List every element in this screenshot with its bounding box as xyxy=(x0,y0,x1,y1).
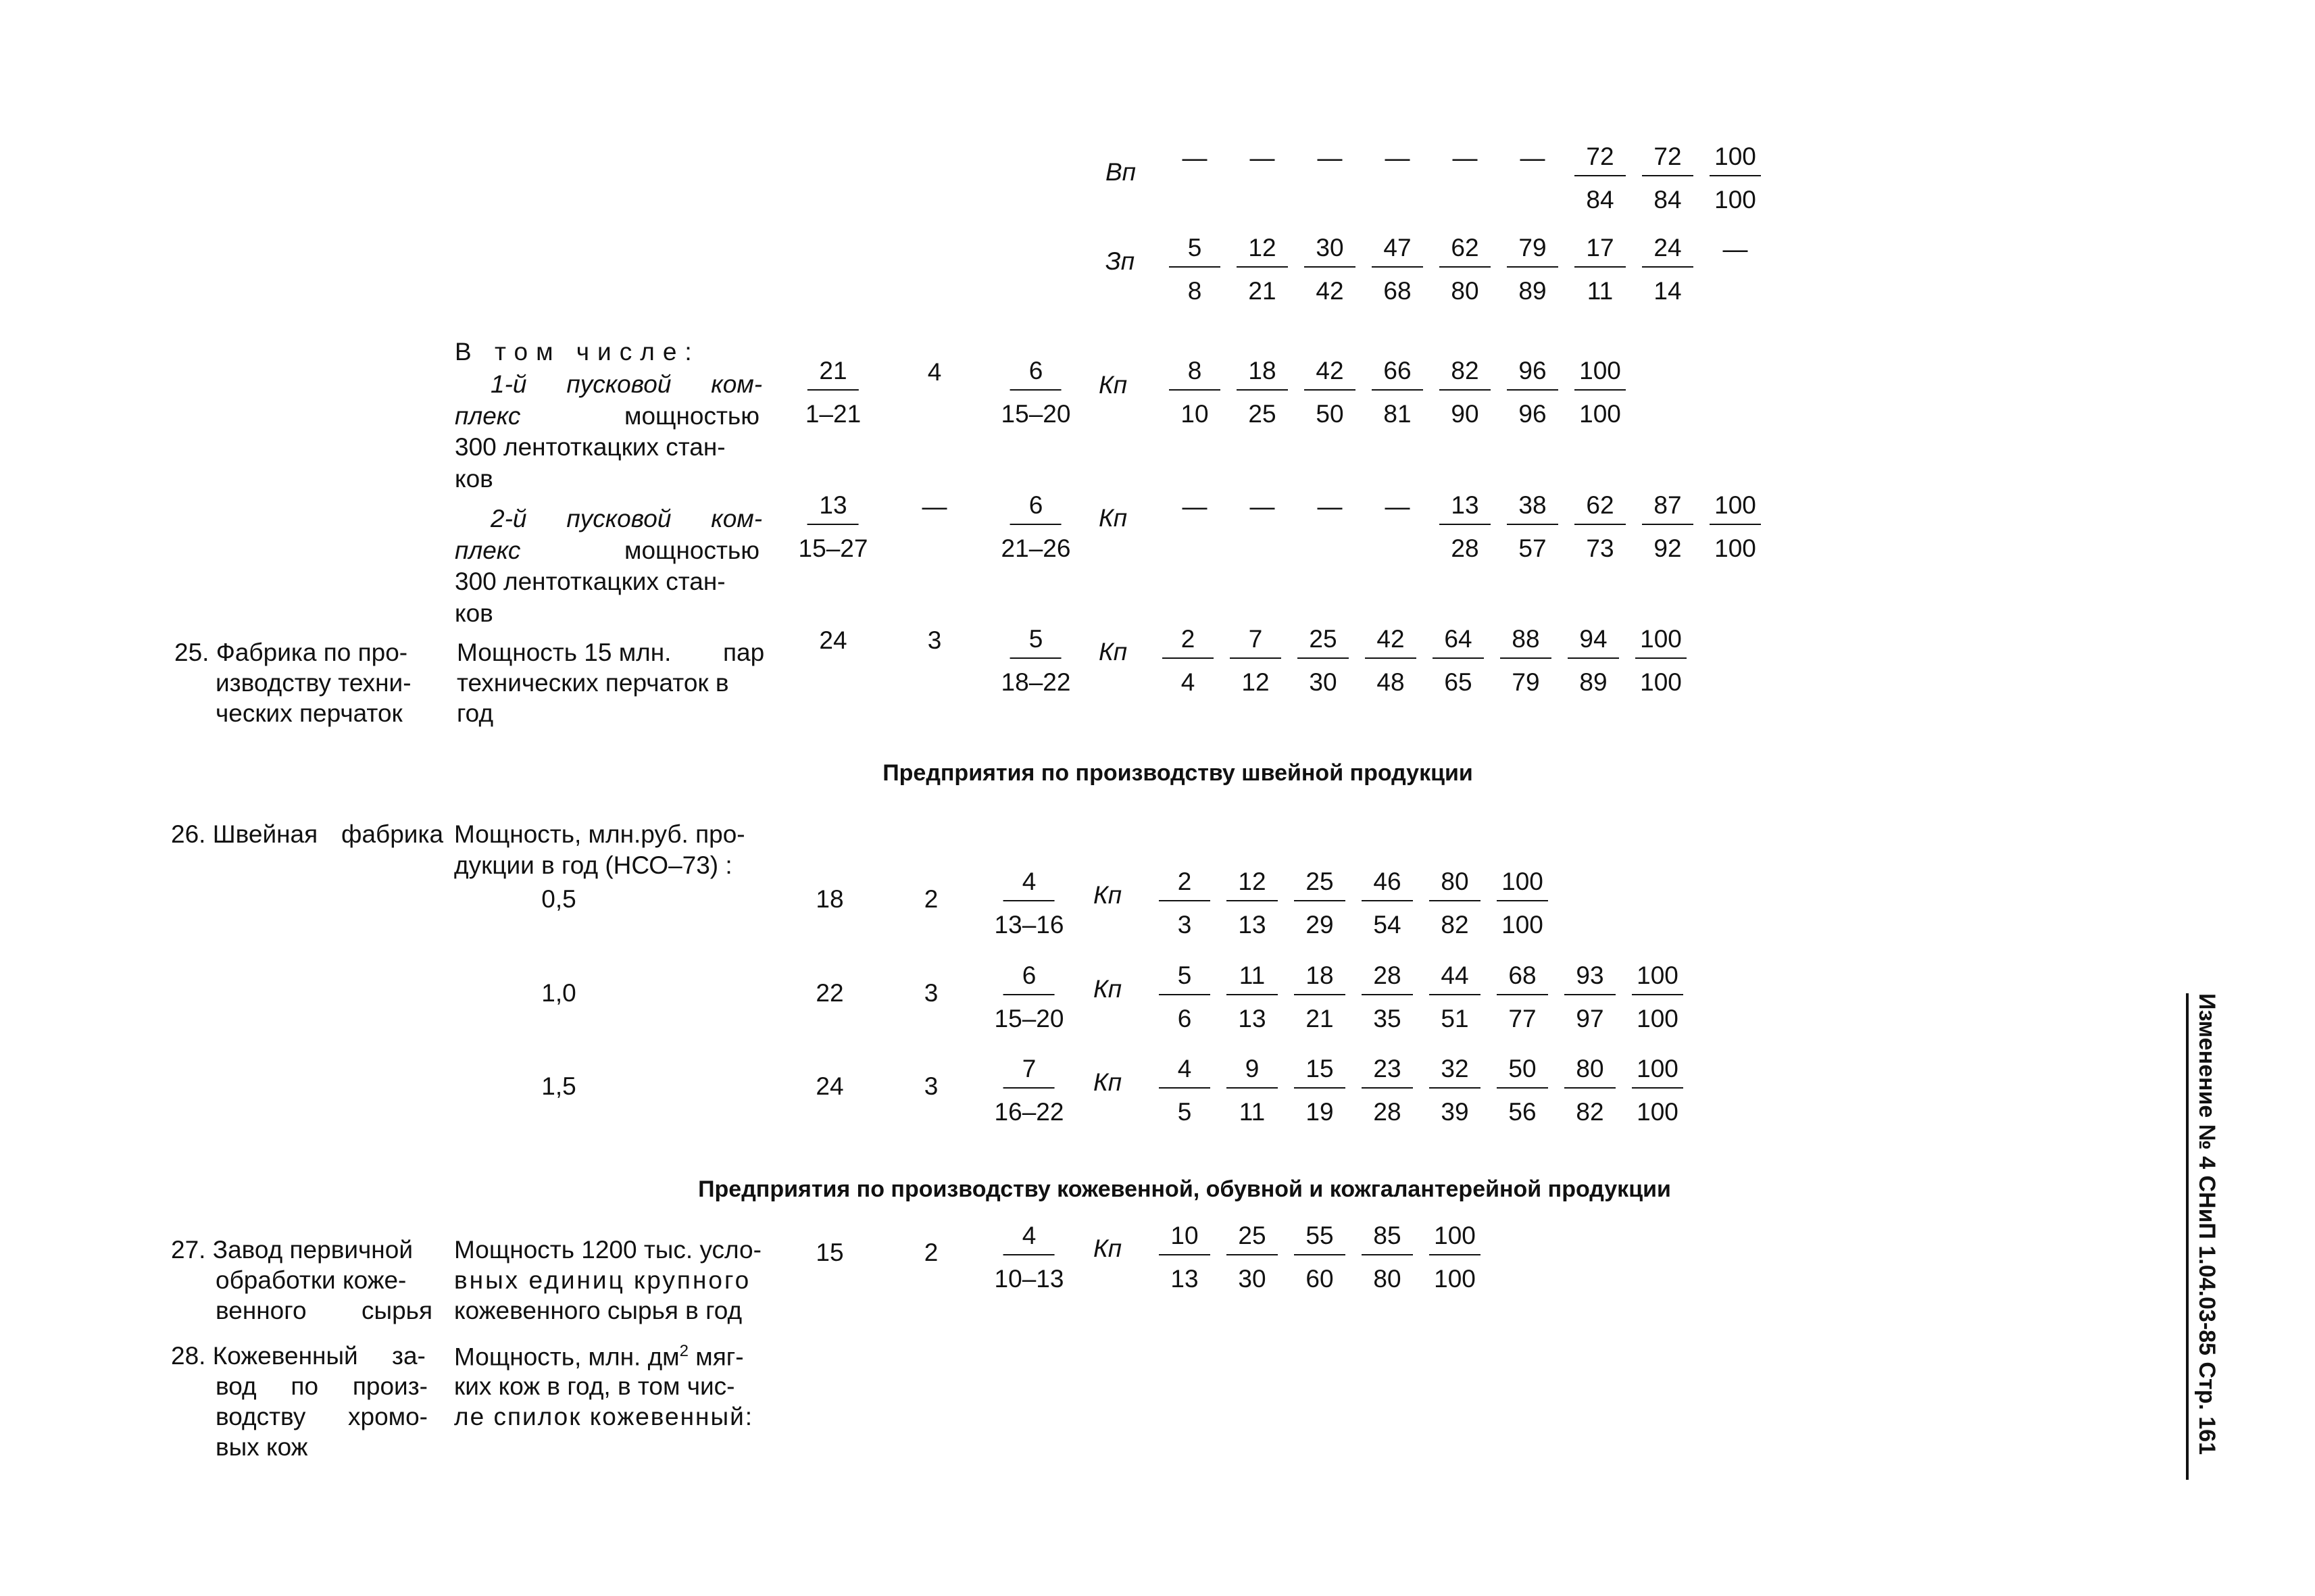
r27-kp-4 xyxy=(1429,1223,1480,1291)
r28-desc-l1b: мяг- xyxy=(695,1343,744,1371)
bp-value-2: — xyxy=(1317,144,1343,172)
r26-kp-2-3-denominator: 28 xyxy=(1373,1098,1401,1126)
r26-kp-0-1-denominator: 13 xyxy=(1238,911,1266,939)
zp-value-6-numerator: 17 xyxy=(1574,235,1626,268)
r26-duration-0: 18 xyxy=(816,885,844,913)
complex2-start-month xyxy=(1001,493,1071,561)
r26-kp-0-4 xyxy=(1429,869,1480,937)
complex2-line1 xyxy=(491,506,762,531)
r26-kp-0-5-denominator: 100 xyxy=(1501,911,1543,939)
r26-kp-1-6-denominator: 97 xyxy=(1576,1005,1604,1032)
r25-kp-4-denominator: 65 xyxy=(1444,668,1472,696)
r27-start-month-numerator: 4 xyxy=(1003,1223,1055,1255)
complex2-line2b: мощностью xyxy=(624,537,760,564)
r28-desc-line3: ле спилок кожевенный: xyxy=(454,1403,754,1430)
r26-kp-1-0-numerator: 5 xyxy=(1159,963,1210,995)
r26-kp-2-2 xyxy=(1294,1056,1345,1124)
complex2-duration-numerator: 13 xyxy=(807,493,859,525)
complex1-l1a: 1-й xyxy=(491,370,527,398)
r26-kp-2-1-numerator: 9 xyxy=(1226,1056,1278,1089)
r28-desc-l1a: Мощность, млн. дм xyxy=(454,1343,680,1371)
r25-kp-4-numerator: 64 xyxy=(1433,626,1484,659)
complex1-kp-5-denominator: 96 xyxy=(1518,400,1547,428)
r27-kp-4-denominator: 100 xyxy=(1434,1265,1476,1293)
zp-value-4 xyxy=(1439,235,1491,303)
r26-start-month-1 xyxy=(995,963,1064,1031)
r25-kp-7-denominator: 100 xyxy=(1640,668,1682,696)
r26-kp-2-7 xyxy=(1632,1056,1683,1124)
r26-kp-1-6-numerator: 93 xyxy=(1564,963,1616,995)
r26-kp-1-3-denominator: 35 xyxy=(1373,1005,1401,1032)
r26-kp-2-4-denominator: 39 xyxy=(1441,1098,1469,1126)
zp-value-1-numerator: 12 xyxy=(1237,235,1288,268)
zp-value-3-denominator: 68 xyxy=(1383,277,1412,305)
r26-kp-1-1-numerator: 11 xyxy=(1226,963,1278,995)
r25-kp-2 xyxy=(1297,626,1349,695)
complex2-kp-1: — xyxy=(1249,493,1275,520)
r25-kp-5-numerator: 88 xyxy=(1500,626,1551,659)
complex2-kp-6-denominator: 73 xyxy=(1586,534,1614,562)
r25-kp-7 xyxy=(1635,626,1687,695)
complex2-l1a: 2-й xyxy=(491,505,527,532)
complex1-kp-4-denominator: 90 xyxy=(1451,400,1479,428)
r26-kp-1-7-numerator: 100 xyxy=(1632,963,1683,995)
r27-start-month xyxy=(995,1223,1064,1291)
complex2-kp-5 xyxy=(1507,493,1558,561)
r27-name-line3a: венного xyxy=(216,1297,307,1324)
r25-start-month-numerator: 5 xyxy=(1010,626,1062,659)
complex1-line4: ков xyxy=(455,465,493,493)
r27-duration: 15 xyxy=(816,1239,844,1266)
symbol-kp-c2: Кп xyxy=(1099,504,1128,532)
r28-desc-line2: ких кож в год, в том чис- xyxy=(454,1372,735,1400)
zp-value-0 xyxy=(1169,235,1220,303)
complex2-line2a: плекс xyxy=(455,537,521,564)
r25-kp-3-numerator: 42 xyxy=(1365,626,1416,659)
zp-value-3 xyxy=(1372,235,1423,303)
r26-kp-2-6 xyxy=(1564,1056,1616,1124)
r27-start-month-denominator: 10–13 xyxy=(994,1265,1064,1293)
complex2-kp-4 xyxy=(1439,493,1491,561)
complex1-kp-6 xyxy=(1574,358,1626,426)
complex2-line4: ков xyxy=(455,599,493,627)
r26-kp-1-4-numerator: 44 xyxy=(1429,963,1480,995)
r27-kp-1 xyxy=(1226,1223,1278,1291)
complex1-kp-2-denominator: 50 xyxy=(1316,400,1344,428)
r26-prep-period-2: 3 xyxy=(924,1072,939,1100)
complex1-kp-1-denominator: 25 xyxy=(1248,400,1276,428)
bp-value-8-denominator: 100 xyxy=(1714,186,1756,214)
r28-name-line4: вых кож xyxy=(216,1433,308,1461)
zp-value-5 xyxy=(1507,235,1558,303)
r26-kp-1-5-denominator: 77 xyxy=(1508,1005,1537,1032)
r26-kp-2-5 xyxy=(1497,1056,1548,1124)
r26-capacity-0: 0,5 xyxy=(541,885,576,913)
complex2-prep-period: — xyxy=(922,493,947,520)
r26-kp-2-0-denominator: 5 xyxy=(1177,1098,1192,1126)
r25-desc-line1a: Мощность 15 млн. xyxy=(457,639,672,666)
r25-desc-line1b: пар xyxy=(723,639,765,666)
r26-name-a: 26. Швейная xyxy=(171,820,318,848)
r28-name-line2: вод по произ- xyxy=(216,1372,428,1400)
r25-start-month xyxy=(1001,626,1071,695)
r26-kp-1-2-denominator: 21 xyxy=(1305,1005,1334,1032)
bp-value-6-denominator: 84 xyxy=(1586,186,1614,214)
section-heading-leather: Предприятия по производству кожевенной, обувной и кожгалантерейной продукции xyxy=(698,1176,1671,1202)
bp-value-7-denominator: 84 xyxy=(1653,186,1682,214)
r26-kp-0-5-numerator: 100 xyxy=(1497,869,1548,901)
bp-value-6 xyxy=(1574,144,1626,212)
r26-kp-2-4-numerator: 32 xyxy=(1429,1056,1480,1089)
complex1-kp-4 xyxy=(1439,358,1491,426)
r26-kp-0-1-numerator: 12 xyxy=(1226,869,1278,901)
r26-desc-line2: дукции в год (НСО–73) : xyxy=(454,851,732,879)
r26-capacity-2: 1,5 xyxy=(541,1072,576,1100)
complex2-kp-0: — xyxy=(1182,493,1208,520)
r27-kp-3 xyxy=(1362,1223,1413,1291)
complex2-line3: 300 лентоткацких стан- xyxy=(455,568,726,595)
r26-kp-0-2-numerator: 25 xyxy=(1294,869,1345,901)
r26-kp-2-3 xyxy=(1362,1056,1413,1124)
r26-start-month-2-numerator: 7 xyxy=(1003,1056,1055,1089)
r27-desc-line2: вных единиц крупного xyxy=(454,1266,751,1294)
r26-name-b: фабрика xyxy=(341,820,444,848)
r25-name-line3: ческих перчаток xyxy=(216,699,403,727)
r27-kp-3-numerator: 85 xyxy=(1362,1223,1413,1255)
r26-kp-0-3-denominator: 54 xyxy=(1373,911,1401,939)
bp-value-7 xyxy=(1642,144,1693,212)
r26-kp-2-2-denominator: 19 xyxy=(1305,1098,1334,1126)
symbol-kp-r26-1: Кп xyxy=(1093,975,1122,1003)
complex2-kp-5-denominator: 57 xyxy=(1518,534,1547,562)
bp-value-4: — xyxy=(1452,144,1478,172)
complex1-l1c: ком- xyxy=(711,370,763,398)
r25-prep-period: 3 xyxy=(927,626,942,654)
r26-start-month-2-denominator: 16–22 xyxy=(994,1098,1064,1126)
complex2-kp-7 xyxy=(1642,493,1693,561)
r26-start-month-0-denominator: 13–16 xyxy=(994,911,1064,939)
complex1-kp-0-numerator: 8 xyxy=(1169,358,1220,391)
r27-kp-4-numerator: 100 xyxy=(1429,1223,1480,1255)
zp-value-0-numerator: 5 xyxy=(1169,235,1220,268)
complex1-start-month-numerator: 6 xyxy=(1010,358,1062,391)
r26-prep-period-0: 2 xyxy=(924,885,939,913)
zp-value-4-denominator: 80 xyxy=(1451,277,1479,305)
r25-kp-0-numerator: 2 xyxy=(1162,626,1214,659)
bp-value-7-numerator: 72 xyxy=(1642,144,1693,176)
r26-start-month-0 xyxy=(995,869,1064,937)
r26-kp-1-0 xyxy=(1159,963,1210,1031)
zp-value-7 xyxy=(1642,235,1693,303)
complex1-kp-5-numerator: 96 xyxy=(1507,358,1558,391)
zp-value-2 xyxy=(1304,235,1355,303)
symbol-kp-r26-0: Кп xyxy=(1093,881,1122,909)
sub-heading: В том числе: xyxy=(455,338,700,366)
r25-kp-5-denominator: 79 xyxy=(1512,668,1540,696)
complex1-kp-2 xyxy=(1304,358,1355,426)
r26-start-month-1-denominator: 15–20 xyxy=(994,1005,1064,1032)
r28-name-line1b: за- xyxy=(392,1342,426,1370)
r26-start-month-1-numerator: 6 xyxy=(1003,963,1055,995)
r25-desc-line3: год xyxy=(457,699,494,727)
r26-kp-2-5-denominator: 56 xyxy=(1508,1098,1537,1126)
r28-name-line1a: 28. Кожевенный xyxy=(171,1342,358,1370)
r27-kp-2-numerator: 55 xyxy=(1294,1223,1345,1255)
complex1-start-month xyxy=(1001,358,1071,426)
r26-kp-0-4-denominator: 82 xyxy=(1441,911,1469,939)
r25-kp-0-denominator: 4 xyxy=(1180,668,1195,696)
complex2-start-month-denominator: 21–26 xyxy=(1001,534,1071,562)
complex1-kp-3 xyxy=(1372,358,1423,426)
r26-kp-2-0-numerator: 4 xyxy=(1159,1056,1210,1089)
complex1-l1b: пусковой xyxy=(566,370,672,398)
zp-value-7-numerator: 24 xyxy=(1642,235,1693,268)
r26-kp-1-1 xyxy=(1226,963,1278,1031)
zp-value-6 xyxy=(1574,235,1626,303)
r25-name-line2: изводству техни- xyxy=(216,669,412,697)
r25-kp-6-numerator: 94 xyxy=(1568,626,1619,659)
r25-name-line1: 25. Фабрика по про- xyxy=(174,639,408,666)
complex1-kp-5 xyxy=(1507,358,1558,426)
r25-duration: 24 xyxy=(819,626,847,654)
r25-start-month-denominator: 18–22 xyxy=(1001,668,1071,696)
zp-value-5-denominator: 89 xyxy=(1518,277,1547,305)
r28-desc-line1 xyxy=(454,1343,744,1369)
complex2-kp-4-numerator: 13 xyxy=(1439,493,1491,525)
r26-kp-2-4 xyxy=(1429,1056,1480,1124)
r25-kp-2-denominator: 30 xyxy=(1309,668,1337,696)
r26-kp-1-4-denominator: 51 xyxy=(1441,1005,1469,1032)
complex2-kp-5-numerator: 38 xyxy=(1507,493,1558,525)
r26-desc-line1: Мощность, млн.руб. про- xyxy=(454,820,745,848)
r26-kp-1-2 xyxy=(1294,963,1345,1031)
complex2-kp-7-denominator: 92 xyxy=(1653,534,1682,562)
r27-kp-2-denominator: 60 xyxy=(1305,1265,1334,1293)
symbol-kp-c1: Кп xyxy=(1099,371,1128,399)
complex2-kp-7-numerator: 87 xyxy=(1642,493,1693,525)
r26-kp-1-3-numerator: 28 xyxy=(1362,963,1413,995)
r25-kp-0 xyxy=(1162,626,1214,695)
complex2-kp-3: — xyxy=(1385,493,1410,520)
r27-kp-0 xyxy=(1159,1223,1210,1291)
r26-kp-0-4-numerator: 80 xyxy=(1429,869,1480,901)
r25-kp-3-denominator: 48 xyxy=(1376,668,1405,696)
r26-kp-1-5 xyxy=(1497,963,1548,1031)
complex2-kp-6 xyxy=(1574,493,1626,561)
zp-value-1 xyxy=(1237,235,1288,303)
zp-value-7-denominator: 14 xyxy=(1653,277,1682,305)
r27-desc-line1: Мощность 1200 тыс. усло- xyxy=(454,1236,762,1264)
r26-kp-2-2-numerator: 15 xyxy=(1294,1056,1345,1089)
r26-kp-0-3 xyxy=(1362,869,1413,937)
r26-kp-1-7-denominator: 100 xyxy=(1637,1005,1678,1032)
r26-kp-0-1 xyxy=(1226,869,1278,937)
r25-kp-6-denominator: 89 xyxy=(1579,668,1608,696)
symbol-zp: Зп xyxy=(1105,247,1135,275)
complex2-kp-8 xyxy=(1710,493,1761,561)
r26-kp-2-3-numerator: 23 xyxy=(1362,1056,1413,1089)
r27-kp-1-numerator: 25 xyxy=(1226,1223,1278,1255)
complex2-duration xyxy=(799,493,868,561)
r25-desc-line2: технических перчаток в xyxy=(457,669,729,697)
complex1-kp-2-numerator: 42 xyxy=(1304,358,1355,391)
r27-kp-0-numerator: 10 xyxy=(1159,1223,1210,1255)
r26-capacity-1: 1,0 xyxy=(541,979,576,1007)
r26-kp-2-6-numerator: 80 xyxy=(1564,1056,1616,1089)
complex1-line2a: плекс xyxy=(455,402,521,430)
r26-kp-0-3-numerator: 46 xyxy=(1362,869,1413,901)
complex2-kp-8-numerator: 100 xyxy=(1710,493,1761,525)
r26-kp-1-5-numerator: 68 xyxy=(1497,963,1548,995)
symbol-kp-r26-2: Кп xyxy=(1093,1068,1122,1096)
complex1-line2b: мощностью xyxy=(624,402,760,430)
r25-kp-4 xyxy=(1433,626,1484,695)
r25-kp-3 xyxy=(1365,626,1416,695)
zp-value-2-denominator: 42 xyxy=(1316,277,1344,305)
r26-kp-1-6 xyxy=(1564,963,1616,1031)
symbol-kp-r25: Кп xyxy=(1099,638,1128,666)
r26-prep-period-1: 3 xyxy=(924,979,939,1007)
r26-kp-1-0-denominator: 6 xyxy=(1177,1005,1192,1032)
r25-kp-7-numerator: 100 xyxy=(1635,626,1687,659)
zp-value-4-numerator: 62 xyxy=(1439,235,1491,268)
r26-kp-1-1-denominator: 13 xyxy=(1238,1005,1266,1032)
zp-value-8: — xyxy=(1722,235,1748,263)
complex1-prep-period: 4 xyxy=(927,358,942,386)
complex2-kp-6-numerator: 62 xyxy=(1574,493,1626,525)
symbol-bp: Вп xyxy=(1105,158,1137,186)
r27-desc-line3: кожевенного сырья в год xyxy=(454,1297,743,1324)
zp-value-2-numerator: 30 xyxy=(1304,235,1355,268)
r26-kp-0-0-denominator: 3 xyxy=(1177,911,1192,939)
zp-value-6-denominator: 11 xyxy=(1587,277,1614,305)
r26-kp-0-5 xyxy=(1497,869,1548,937)
complex1-duration xyxy=(805,358,861,426)
complex2-l1c: ком- xyxy=(711,505,763,532)
r26-duration-1: 22 xyxy=(816,979,844,1007)
complex1-line3: 300 лентоткацких стан- xyxy=(455,433,726,461)
r26-kp-2-1 xyxy=(1226,1056,1278,1124)
r26-kp-2-0 xyxy=(1159,1056,1210,1124)
r25-kp-1 xyxy=(1230,626,1281,695)
r26-kp-0-0-numerator: 2 xyxy=(1159,869,1210,901)
r26-duration-2: 24 xyxy=(816,1072,844,1100)
complex1-kp-6-numerator: 100 xyxy=(1574,358,1626,391)
r25-kp-2-numerator: 25 xyxy=(1297,626,1349,659)
r26-kp-2-6-denominator: 82 xyxy=(1576,1098,1604,1126)
r26-kp-1-2-numerator: 18 xyxy=(1294,963,1345,995)
complex1-kp-3-numerator: 66 xyxy=(1372,358,1423,391)
r27-name-line3b: сырья xyxy=(362,1297,432,1324)
r27-name-line2: обработки коже- xyxy=(216,1266,407,1294)
r26-start-month-0-numerator: 4 xyxy=(1003,869,1055,901)
complex1-start-month-denominator: 15–20 xyxy=(1001,400,1071,428)
zp-value-3-numerator: 47 xyxy=(1372,235,1423,268)
complex1-kp-3-denominator: 81 xyxy=(1383,400,1412,428)
complex1-duration-denominator: 1–21 xyxy=(805,400,862,428)
r25-kp-1-denominator: 12 xyxy=(1241,668,1270,696)
page-side-label xyxy=(2186,993,2222,1480)
r27-kp-1-denominator: 30 xyxy=(1238,1265,1266,1293)
bp-value-6-numerator: 72 xyxy=(1574,144,1626,176)
bp-value-5: — xyxy=(1520,144,1545,172)
complex2-kp-8-denominator: 100 xyxy=(1714,534,1756,562)
complex1-kp-6-denominator: 100 xyxy=(1579,400,1621,428)
r26-kp-1-3 xyxy=(1362,963,1413,1031)
zp-value-5-numerator: 79 xyxy=(1507,235,1558,268)
r26-start-month-2 xyxy=(995,1056,1064,1124)
bp-value-1: — xyxy=(1249,144,1275,172)
r27-prep-period: 2 xyxy=(924,1239,939,1266)
zp-value-1-denominator: 21 xyxy=(1248,277,1276,305)
complex1-kp-4-numerator: 82 xyxy=(1439,358,1491,391)
bp-value-3: — xyxy=(1385,144,1410,172)
complex2-l1b: пусковой xyxy=(566,505,672,532)
r28-name-line3: водству хромо- xyxy=(216,1403,428,1430)
r26-kp-0-0 xyxy=(1159,869,1210,937)
symbol-kp-r27: Кп xyxy=(1093,1235,1122,1262)
complex1-kp-1-numerator: 18 xyxy=(1237,358,1288,391)
bp-value-8-numerator: 100 xyxy=(1710,144,1761,176)
page-side-label-text: Изменение № 4 СНиП 1.04.03-85 Стр. 161 xyxy=(2194,993,2220,1455)
complex2-duration-denominator: 15–27 xyxy=(798,534,868,562)
r26-kp-2-5-numerator: 50 xyxy=(1497,1056,1548,1089)
complex2-kp-2: — xyxy=(1317,493,1343,520)
complex1-line1 xyxy=(491,372,762,397)
zp-value-0-denominator: 8 xyxy=(1187,277,1202,305)
complex2-start-month-numerator: 6 xyxy=(1010,493,1062,525)
complex1-kp-0-denominator: 10 xyxy=(1180,400,1209,428)
r26-kp-2-7-denominator: 100 xyxy=(1637,1098,1678,1126)
r25-kp-1-numerator: 7 xyxy=(1230,626,1281,659)
r26-kp-2-7-numerator: 100 xyxy=(1632,1056,1683,1089)
complex1-kp-0 xyxy=(1169,358,1220,426)
r26-kp-0-2 xyxy=(1294,869,1345,937)
complex2-kp-4-denominator: 28 xyxy=(1451,534,1479,562)
complex1-kp-1 xyxy=(1237,358,1288,426)
r27-kp-2 xyxy=(1294,1223,1345,1291)
r26-kp-1-7 xyxy=(1632,963,1683,1031)
bp-value-0: — xyxy=(1182,144,1208,172)
r25-kp-5 xyxy=(1500,626,1551,695)
r27-kp-3-denominator: 80 xyxy=(1373,1265,1401,1293)
r26-kp-0-2-denominator: 29 xyxy=(1305,911,1334,939)
r27-name-line1: 27. Завод первичной xyxy=(171,1236,413,1264)
complex1-duration-numerator: 21 xyxy=(807,358,859,391)
r27-kp-0-denominator: 13 xyxy=(1170,1265,1199,1293)
r26-kp-1-4 xyxy=(1429,963,1480,1031)
r26-kp-2-1-denominator: 11 xyxy=(1239,1098,1266,1126)
section-heading-sewing: Предприятия по производству швейной продукции xyxy=(882,760,1473,786)
r25-kp-6 xyxy=(1568,626,1619,695)
r28-desc-sup: 2 xyxy=(679,1342,689,1360)
bp-value-8 xyxy=(1710,144,1761,212)
